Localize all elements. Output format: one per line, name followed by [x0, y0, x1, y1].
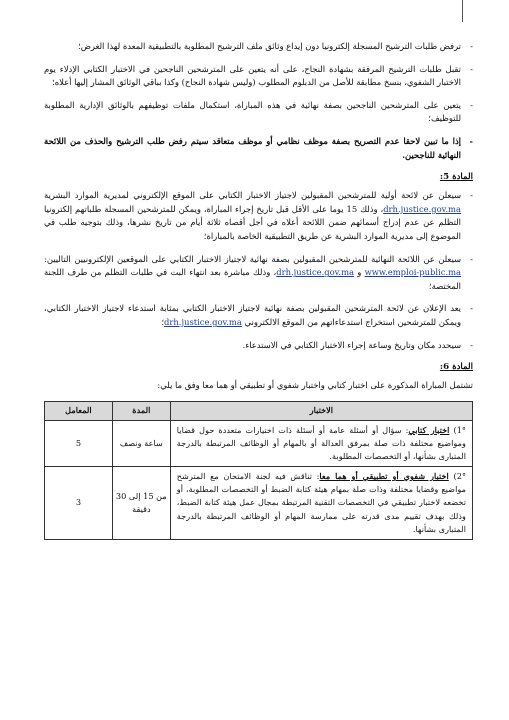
exam-table [44, 401, 473, 540]
header-test: الاختبار [170, 401, 472, 420]
bullet: - [470, 190, 473, 201]
article-5-item-3 [44, 302, 473, 329]
row-text: : سؤال أو أسئلة عامة أو أسئلة ذات اختيارات متعددة حول قضايا ومواضيع مختلفة ذات صلة بمرفق العدالة أو بالمهام أو الوظائف المرتبطة بالدرجة المتبارى بشأنها، أو التخصصات المطلوبة. [176, 424, 466, 462]
condition-text: تقبل طلبات الترشيح المرفقة بشهادة النجاح، على أنه يتعين على المترشحين الناجحين في الاختبار الكتابي الإدلاء يوم الاختبار الشفوي، بنسخ مطابقة للأصل من الدبلوم المطلوب (وليس شهادة النجاح) وكذا بباقي الوثائق المشار إليها أعلاه؛ [44, 63, 461, 88]
article-6-intro: تشتمل المباراة المذكورة على اختبار كتابي واختبار شفوي أو تطبيقي أو هما معا وفق ما يلي: [157, 380, 473, 391]
table-row [45, 420, 473, 466]
duration-cell: ساعة ونصف [112, 420, 170, 466]
condition-text: ترفض طلبات الترشيح المسجلة إلكترونيا دون إيداع وثائق ملف الترشيح المطلوبة بالتطبيقية المعدة لهذا الغرض؛ [78, 41, 461, 51]
header-coefficient: المعامل [45, 401, 113, 420]
item-text: سيعلن عن لائحة أولية للمترشحين المقبولين لاجتياز الاختبار الكتابي على الموقع الإلكتروني لمديرية الموارد البشرية [44, 190, 461, 201]
emploi-public-link[interactable]: www.emploi-public.ma [364, 267, 461, 278]
table-row [45, 467, 473, 540]
bullet: - [470, 99, 473, 110]
bullet: - [470, 339, 473, 350]
bullet: - [469, 136, 473, 147]
written-test-cell [170, 420, 472, 466]
row-text: : تناقش فيه لجنة الامتحان مع المترشح مواضيع وقضايا مختلفة وذات صلة بمهام هيئة كتابة الضبط أو التخصصات المطلوبة، أو تخضعه لاختبار تطبيقي في التخصصات التقنية المرتبطة بمجال عمل هيئة كتابة الضبط، وذلك بهدف تقييم مدى قدرته على ممارسة المهام أو الوظائف المرتبطة بالدرجة المتبارى بشأنها. [176, 471, 466, 534]
bullet: - [470, 41, 473, 51]
row-number: 1°) [453, 424, 466, 435]
coefficient-cell: 5 [45, 420, 113, 466]
article-5-title: المادة 5: [439, 172, 473, 183]
bullet: - [470, 63, 473, 74]
row-title: اختبار كتابي [408, 424, 450, 435]
table-header-row [45, 401, 473, 420]
condition-item-2 [44, 63, 473, 90]
article-6-title: المادة 6: [439, 362, 473, 373]
condition-text: إذا ما تبين لاحقا عدم التصريح بصفة موظف نظامي أو موظف متعاقد سيتم رفض طلب الترشيح والحذف من اللائحة النهائية للناجحين. [44, 136, 461, 160]
coefficient-cell: 3 [45, 467, 113, 540]
condition-item-3 [44, 99, 473, 126]
article-5-item-2 [44, 253, 473, 294]
oral-test-cell [170, 467, 472, 540]
condition-item-1 [44, 40, 473, 54]
bullet: - [470, 303, 473, 314]
drh-website-link[interactable]: drh.justice.gov.ma [164, 317, 242, 328]
conditions-list [44, 40, 473, 162]
conjunction: و [357, 267, 362, 278]
item-text: ، وذلك 15 يوما على الأقل قبل تاريخ إجراء المباراة، ويمكن للمترشحين المسجلة طلباتهم إلكترونيا التظلم عن عدم إدراج أسمائهم ضمن اللائحة أعلاه في أجل أقصاه ثلاثة أيام من تاريخ نشرها، وذلك بتوجيه طلب في الموضوع إلى مديرية الموارد البشرية عن طريق التطبيقية الخاصة بالمباراة؛ [44, 203, 461, 242]
margin-line [462, 0, 463, 22]
article-5-item-1 [44, 189, 473, 243]
row-title: اختبار شفوي أو تطبيقي أو هما معا [319, 471, 449, 482]
drh-website-link[interactable]: drh.justice.gov.ma [276, 267, 355, 278]
item-text: سيعلن عن اللائحة النهائية للمترشحين المقبولين بصفة نهائية لاجتياز الاختبار الكتابي على الموقعين الإلكترونيين التاليين: [44, 253, 461, 264]
duration-cell: من 15 إلى 30 دقيقة [112, 467, 170, 540]
item-text: ؛ [161, 317, 165, 328]
bullet: - [470, 253, 473, 264]
item-text: يعد الإعلان عن لائحة المترشحين المقبولين بصفة نهائية لاجتياز الاختبار الكتابي بمثابة استدعاء لاجتياز الاختبار الكتابي، ويمكن للمترشحين استخراج استدعاءاتهم من الموقع الالكتروني [44, 303, 461, 328]
article-5-item-4 [44, 339, 473, 353]
item-text: ، وذلك مباشرة بعد انتهاء البت في طلبات التظلم من طرف اللجنة المختصة؛ [44, 267, 461, 291]
drh-website-link[interactable]: drh.justice.gov.ma [383, 203, 461, 214]
condition-item-4 [44, 135, 473, 162]
header-duration: المدة [112, 401, 170, 420]
condition-text: يتعين على المترشحين الناجحين بصفة نهائية في هذه المباراة، استكمال ملفات توظيفهم بالوثائق الإدارية المطلوبة للتوظيف؛ [44, 99, 461, 124]
item-text: سيحدد مكان وتاريخ وساعة إجراء الاختبار الكتابي في الاستدعاء. [242, 339, 461, 350]
row-number: 2°) [453, 471, 466, 482]
